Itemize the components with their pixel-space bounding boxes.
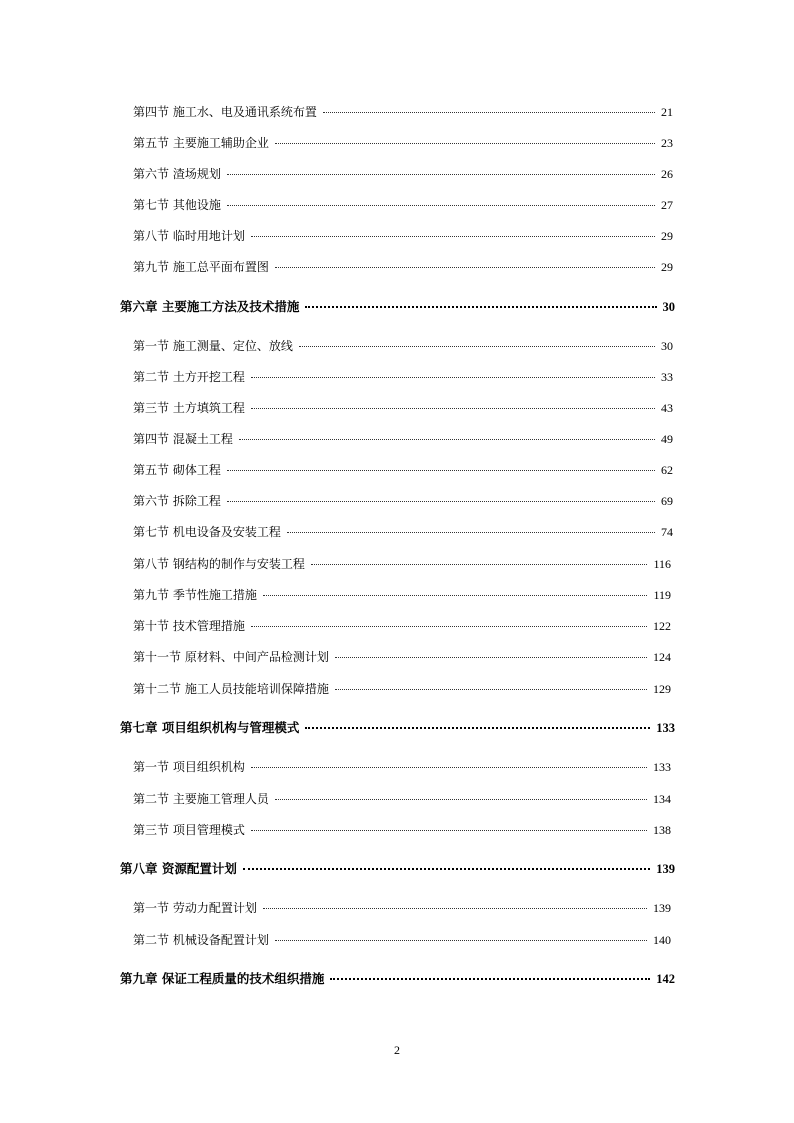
toc-leader-dots [227,205,655,206]
toc-entry-page: 139 [656,862,675,876]
toc-entry-page: 142 [656,972,675,986]
toc-entry-title: 第二节 主要施工管理人员 [133,792,269,806]
toc-section-entry[interactable] [133,431,673,447]
toc-entry-title: 第四节 混凝土工程 [133,432,233,446]
toc-leader-dots [275,267,655,268]
toc-entry-title: 第八章 资源配置计划 [120,861,237,876]
toc-entry-page: 122 [653,619,671,633]
toc-entry-page: 139 [653,901,671,915]
toc-entry-page: 43 [661,401,673,415]
toc-section-entry[interactable] [133,556,671,572]
toc-section-entry[interactable] [133,822,671,838]
toc-entry-title: 第三节 项目管理模式 [133,823,245,837]
toc-entry-title: 第二节 机械设备配置计划 [133,933,269,947]
toc-section-entry[interactable] [133,759,671,775]
toc-leader-dots [263,908,647,909]
toc-leader-dots [275,799,647,800]
toc-leader-dots [251,377,655,378]
toc-entry-page: 33 [661,370,673,384]
toc-leader-dots [305,306,656,308]
toc-entry-page: 62 [661,463,673,477]
toc-entry-page: 138 [653,823,671,837]
toc-entry-page: 133 [656,721,675,735]
toc-leader-dots [251,236,655,237]
toc-entry-title: 第三节 土方填筑工程 [133,401,245,415]
toc-section-entry[interactable] [133,681,671,697]
toc-leader-dots [243,868,650,870]
toc-section-entry[interactable] [133,493,673,509]
toc-leader-dots [251,408,655,409]
toc-leader-dots [239,439,655,440]
toc-entry-page: 134 [653,792,671,806]
toc-leader-dots [299,346,655,347]
toc-entry-page: 74 [661,525,673,539]
toc-entry-page: 129 [653,682,671,696]
toc-section-entry[interactable] [133,524,673,540]
toc-leader-dots [305,727,650,729]
toc-entry-title: 第一节 劳动力配置计划 [133,901,257,915]
toc-leader-dots [227,174,655,175]
toc-entry-title: 第一节 项目组织机构 [133,760,245,774]
toc-entry-title: 第七节 机电设备及安装工程 [133,525,281,539]
toc-section-entry[interactable] [133,587,671,603]
toc-section-entry[interactable] [133,618,671,634]
toc-chapter-entry[interactable] [120,861,675,877]
toc-leader-dots [275,143,655,144]
toc-leader-dots [251,626,647,627]
toc-entry-title: 第五节 砌体工程 [133,463,221,477]
toc-entry-title: 第四节 施工水、电及通讯系统布置 [133,105,317,119]
toc-section-entry[interactable] [133,400,673,416]
toc-entry-title: 第六节 拆除工程 [133,494,221,508]
toc-entry-page: 49 [661,432,673,446]
toc-entry-title: 第六节 渣场规划 [133,167,221,181]
toc-entry-title: 第六章 主要施工方法及技术措施 [120,299,300,314]
toc-leader-dots [335,657,647,658]
toc-section-entry[interactable] [133,649,671,665]
toc-entry-title: 第五节 主要施工辅助企业 [133,136,269,150]
toc-entry-title: 第十节 技术管理措施 [133,619,245,633]
toc-entry-page: 69 [661,494,673,508]
toc-chapter-entry[interactable] [120,299,675,315]
toc-entry-title: 第二节 土方开挖工程 [133,370,245,384]
page-number: 2 [394,1043,400,1057]
toc-entry-page: 30 [661,339,673,353]
toc-entry-title: 第八节 临时用地计划 [133,229,245,243]
toc-entry-page: 29 [661,229,673,243]
toc-section-entry[interactable] [133,228,673,244]
toc-entry-title: 第十二节 施工人员技能培训保障措施 [133,682,329,696]
toc-leader-dots [227,501,655,502]
toc-entry-page: 133 [653,760,671,774]
toc-section-entry[interactable] [133,369,673,385]
toc-section-entry[interactable] [133,166,673,182]
toc-entry-title: 第七节 其他设施 [133,198,221,212]
toc-entry-page: 26 [661,167,673,181]
toc-section-entry[interactable] [133,338,673,354]
toc-entry-title: 第九节 季节性施工措施 [133,588,257,602]
toc-chapter-entry[interactable] [120,720,675,736]
toc-leader-dots [275,940,647,941]
toc-entry-page: 23 [661,136,673,150]
toc-entry-page: 21 [661,105,673,119]
toc-leader-dots [227,470,655,471]
toc-entry-title: 第九节 施工总平面布置图 [133,260,269,274]
toc-entry-title: 第十一节 原材料、中间产品检测计划 [133,650,329,664]
toc-section-entry[interactable] [133,791,671,807]
toc-section-entry[interactable] [133,900,671,916]
toc-section-entry[interactable] [133,197,673,213]
toc-section-entry[interactable] [133,462,673,478]
toc-leader-dots [251,767,647,768]
toc-entry-title: 第七章 项目组织机构与管理模式 [120,720,300,735]
toc-section-entry[interactable] [133,259,673,275]
toc-entry-page: 124 [653,650,671,664]
toc-entry-page: 29 [661,260,673,274]
toc-section-entry[interactable] [133,932,671,948]
toc-entry-title: 第八节 钢结构的制作与安装工程 [133,557,305,571]
toc-leader-dots [287,532,655,533]
toc-leader-dots [330,978,650,980]
toc-entry-page: 27 [661,198,673,212]
toc-section-entry[interactable] [133,104,673,120]
toc-entry-page: 116 [653,557,671,571]
toc-entry-page: 30 [662,300,675,314]
toc-entry-page: 140 [653,933,671,947]
toc-leader-dots [311,564,648,565]
toc-leader-dots [263,595,648,596]
toc-entry-page: 119 [653,588,671,602]
toc-section-entry[interactable] [133,135,673,151]
toc-chapter-entry[interactable] [120,971,675,987]
toc-leader-dots [251,830,647,831]
toc-leader-dots [335,689,647,690]
toc-leader-dots [323,112,655,113]
toc-entry-title: 第一节 施工测量、定位、放线 [133,339,293,353]
toc-entry-title: 第九章 保证工程质量的技术组织措施 [120,971,325,986]
